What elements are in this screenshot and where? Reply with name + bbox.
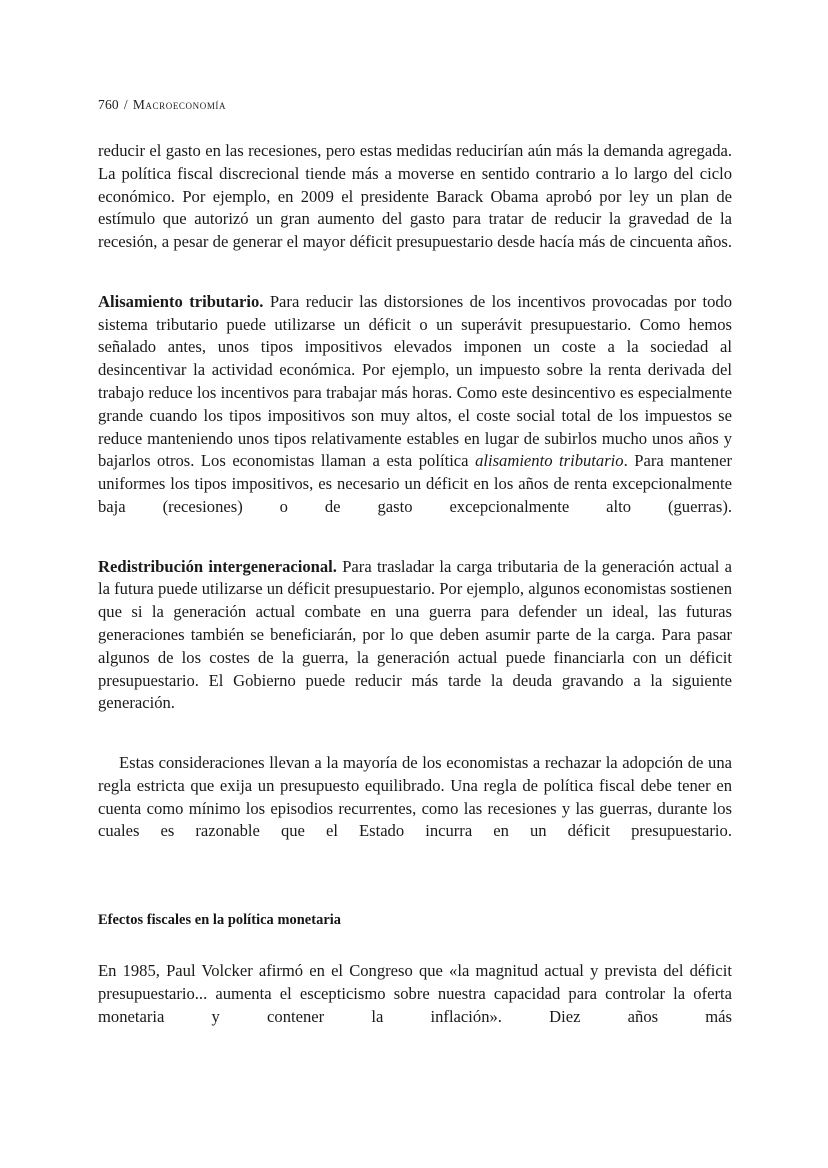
paragraph-lead-in: Alisamiento tributario. (98, 291, 264, 311)
body-text-block (98, 140, 732, 1051)
italic-term-alisamiento-tributario: alisamiento tributario (475, 451, 624, 471)
paragraph-volcker (98, 960, 732, 1051)
paragraph-continuation-gasto (98, 140, 732, 277)
paragraph-alisamiento-tributario (98, 291, 732, 542)
paragraph-text-before-italic: Para reducir las distorsiones de los incentivos provocadas por todo sistema tributario puede utilizarse un déficit o un superávit presupuestario. Como hemos señalado antes, unos tipos impositivos elevados imponen un coste a la sociedad al desincentivar la actividad económica. Por ejemplo, un impuesto sobre la renta derivada del trabajo reduce los incentivos para trabajar más horas. Como este desincentivo es especialmente grande cuando los tipos impositivos son muy altos, el coste social total de los impuestos se reduce manteniendo unos tipos relativamente estables en lugar de subirlos mucho unos años y bajarlos otros. Los economistas llaman a esta política (98, 291, 732, 471)
running-head-separator: / (123, 97, 128, 112)
paragraph-text: En 1985, Paul Volcker afirmó en el Congreso que «la magnitud actual y prevista del déficit presupuestario... aumenta el escepticismo sobre nuestra capacidad para controlar la oferta monetaria y contener la inflación». Diez años más (98, 960, 732, 1026)
paragraph-text: Para trasladar la carga tributaria de la generación actual a la futura puede utilizarse un déficit presupuestario. Por ejemplo, algunos economistas sostienen que si la generación actual combate en una guerra para defender un ideal, las futuras generaciones también se beneficiarán, por lo que deben asumir parte de la carga. Para pasar algunos de los costes de la guerra, la generación actual puede financiarla con un déficit presupuestario. El Gobierno puede reducir más tarde la deuda gravando a la siguiente generación. (98, 556, 732, 713)
paragraph-text: Estas consideraciones llevan a la mayoría de los economistas a rechazar la adopción de una regla estricta que exija un presupuesto equilibrado. Una regla de política fiscal debe tener en cuenta como mínimo los episodios recurrentes, como las recesiones y las guerras, durante los cuales es razonable que el Estado incurra en un déficit presupuestario. (98, 752, 732, 841)
paragraph-redistribucion-intergeneracional (98, 556, 732, 738)
page-folio-number: 760 (98, 97, 119, 112)
running-head-book-title: Macroeconomía (132, 97, 227, 112)
paragraph-text-after-italic: . Para mantener uniformes los tipos impositivos, es necesario un déficit en los años de renta excepcionalmente baja (recesiones) o de gasto excepcionalmente alto (guerras). (98, 451, 732, 516)
section-heading-efectos-fiscales: Efectos fiscales en la política monetaria (98, 911, 342, 928)
running-head (98, 96, 738, 114)
paragraph-text: reducir el gasto en las recesiones, pero estas medidas reducirían aún más la demanda agregada. La política fiscal discrecional tiende más a moverse en sentido contrario a lo largo del ciclo económico. Por ejemplo, en 2009 el presidente Barack Obama aprobó por ley un plan de estímulo que autorizó un gran aumento del gasto para tratar de reducir la gravedad de la recesión, a pesar de generar el mayor déficit presupuestario desde hacía más de cincuenta años. (98, 141, 732, 252)
paragraph-estas-consideraciones (98, 752, 732, 866)
section-heading-block (98, 910, 732, 930)
paragraph-lead-in: Redistribución intergeneracional. (98, 556, 337, 576)
